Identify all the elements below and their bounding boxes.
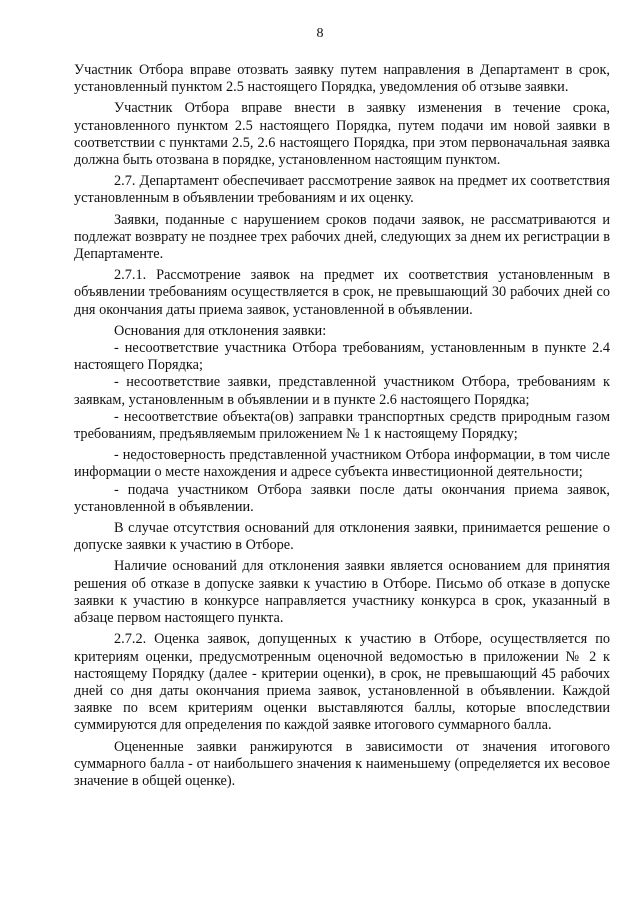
paragraph-amend-application: Участник Отбора вправе внести в заявку изменения в течение срока, установленного пунктом 2.5 настоящего Порядка, путем подачи им новой заявки в соответствии с пунктами 2.5, 2.6 настоящего Порядка, при этом первоначальная заявка должна быть отозвана в порядке, установленном настоящим пунктом. xyxy=(74,100,610,169)
document-body xyxy=(74,62,610,790)
paragraph-ranking: Оцененные заявки ранжируются в зависимости от значения итогового суммарного балла - от наибольшего значения к наименьшему (определяется их весовое значение в общей оценке). xyxy=(74,738,610,789)
page-number: 8 xyxy=(316,26,324,41)
paragraph-rejection-grounds-heading: Основания для отклонения заявки: xyxy=(114,322,327,339)
list-item-rejection-ground-2: - несоответствие заявки, представленной участником Отбора, требованиям к заявкам, установленным в объявлении и в пункте 2.6 настоящего Порядка; xyxy=(74,374,610,408)
paragraph-2-7: 2.7. Департамент обеспечивает рассмотрение заявок на предмет их соответствия установленным в объявлении требованиям и их оценку. xyxy=(74,173,610,207)
list-item-rejection-ground-4: - недостоверность представленной участником Отбора информации, в том числе информации о месте нахождения и адресе субъекта инвестиционной деятельности; xyxy=(74,447,610,481)
paragraph-admission-decision: В случае отсутствия оснований для отклонения заявки, принимается решение о допуске заявки к участию в Отборе. xyxy=(74,520,610,554)
paragraph-late-applications: Заявки, поданные с нарушением сроков подачи заявок, не рассматриваются и подлежат возврату не позднее трех рабочих дней, следующих за днем их регистрации в Департаменте. xyxy=(74,211,610,263)
list-item-rejection-ground-3: - несоответствие объекта(ов) заправки транспортных средств природным газом требованиям, предъявляемым приложением № 1 к настоящему Порядку; xyxy=(74,408,610,443)
paragraph-refusal-decision: Наличие оснований для отклонения заявки является основанием для принятия решения об отказе в допуске заявки к участию в Отборе. Письмо об отказе в допуске заявки к участию в конкурсе направляется участнику конкурса в срок, указанный в абзаце первом настоящего пункта. xyxy=(74,558,610,627)
paragraph-2-7-2: 2.7.2. Оценка заявок, допущенных к участию в Отборе, осуществляется по критериям оценки, предусмотренным оценочной ведомостью в приложении № 2 к настоящему Порядку (далее - критерии оценки), в срок, не превышающий 45 рабочих дней со дня даты окончания приема заявок, установленной в объявлении. Каждой заявке по всем критериям оценки выставляются баллы, которые впоследствии суммируются для определения по каждой заявке итогового суммарного балла. xyxy=(74,631,610,734)
list-item-rejection-ground-5: - подача участником Отбора заявки после даты окончания приема заявок, установленной в объявлении. xyxy=(74,481,610,515)
list-item-rejection-ground-1: - несоответствие участника Отбора требованиям, установленным в пункте 2.4 настоящего Порядка; xyxy=(74,340,610,374)
paragraph-2-7-1: 2.7.1. Рассмотрение заявок на предмет их соответствия установленным в объявлении требованиям осуществляется в срок, не превышающий 30 рабочих дней со дня окончания даты приема заявок, установленной в объявлении. xyxy=(74,267,610,318)
paragraph-withdraw-application: Участник Отбора вправе отозвать заявку путем направления в Департамент в срок, установленный пунктом 2.5 настоящего Порядка, уведомления об отзыве заявки. xyxy=(74,62,610,96)
